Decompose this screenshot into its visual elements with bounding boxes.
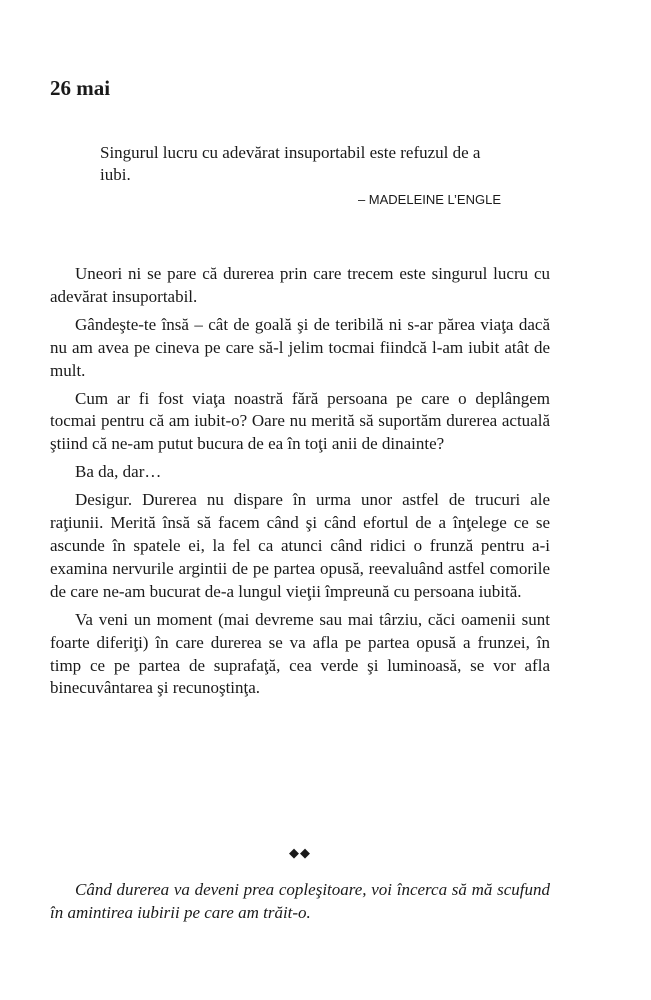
diamond-ornament-icon: ◆◆ [289, 846, 311, 861]
epigraph-author: – MADELEINE L’ENGLE [357, 192, 501, 207]
paragraph: Uneori ni se pare că durerea prin care trecem este singurul lucru cu adevărat insuportabil. [50, 264, 550, 306]
paragraph: Cum ar fi fost viaţa noastră fără persoana pe care o deplângem tocmai pentru că am iubit-o? Oare nu merită să suportăm durerea actuală ştiind că ne-am putut bucura de ea în toţi anii de dinainte? [50, 388, 550, 454]
paragraph: Gândeşte-te însă – cât de goală şi de teribilă ni s-ar părea viaţa dacă nu am avea pe cineva pe care să-l jelim tocmai fiindcă l-am iubit atât de mult. [50, 314, 550, 380]
epigraph-quote: Singurul lucru cu adevărat insuportabil este refuzul de a iubi. [100, 143, 481, 184]
paragraph: Desigur. Durerea nu dispare în urma unor astfel de trucuri ale raţiunii. Merită însă să facem când şi când efortul de a înţelege ce se ascunde în spatele ei, la fel ca atunci când ridici o frunză pentru a-i examina nervurile argintii de pe partea opusă, reevaluând astfel comorile de care ne-am bucurat de-a lungul vieţii împreună cu persoana iubită. [50, 490, 550, 601]
closing-affirmation: Când durerea va deveni prea copleşitoare, voi încerca să mă scufund în amintirea iubirii pe care am trăit-o. [50, 880, 550, 922]
page-date-heading: 26 mai [50, 76, 111, 100]
body-text [50, 263, 550, 705]
paragraph: Ba da, dar… [75, 462, 162, 482]
paragraph: Va veni un moment (mai devreme sau mai târziu, căci oamenii sunt foarte diferiţi) în care durerea se va afla pe partea opusă a frunzei, în timp ce pe partea de suprafaţă, cea verde şi luminoasă, se vor afla binecuvântarea şi recunoştinţa. [50, 609, 550, 698]
